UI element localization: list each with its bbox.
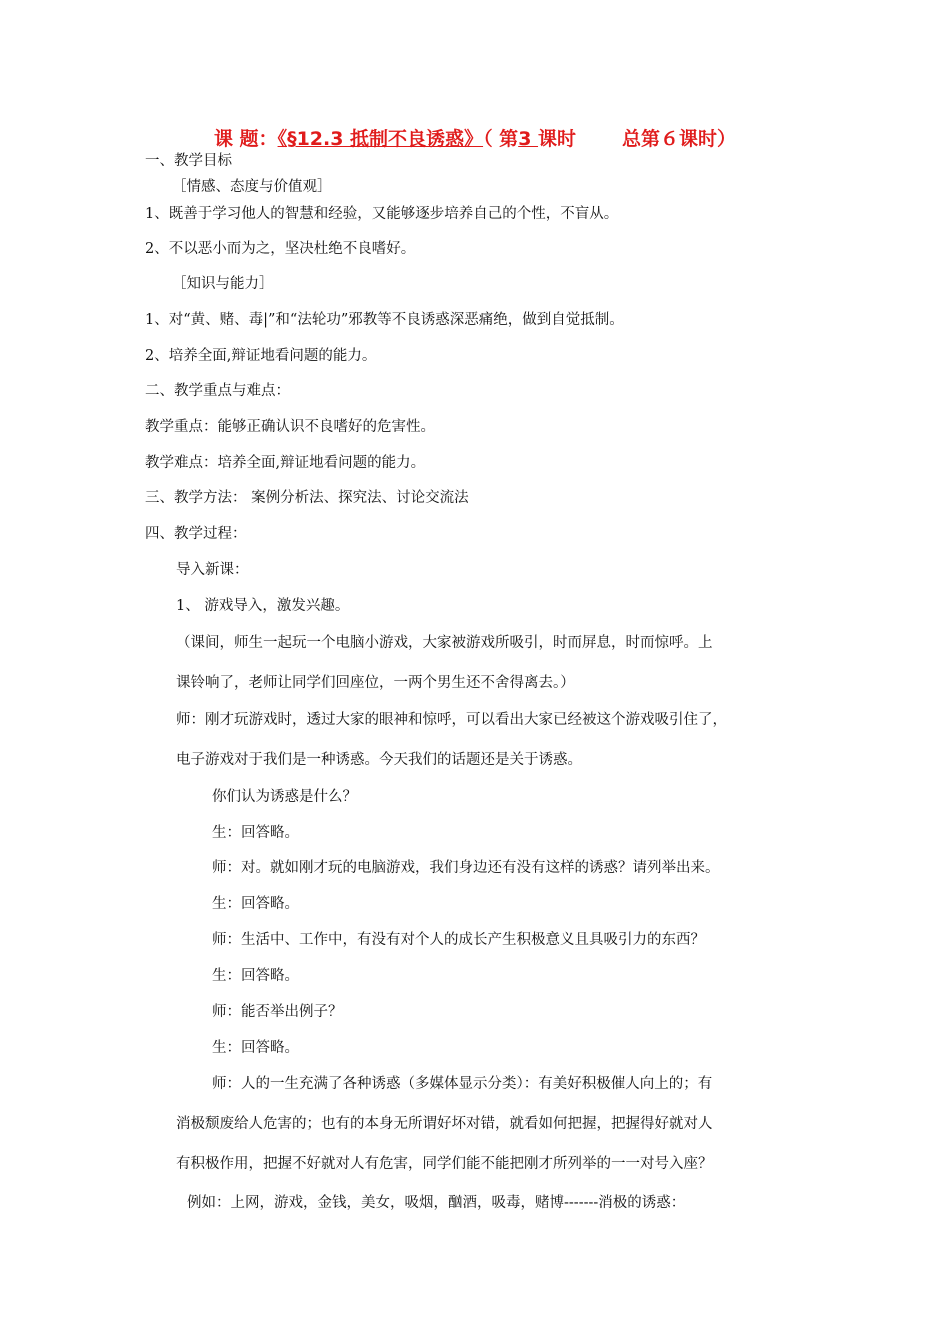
text-line: 例如：上网，游戏，金钱，美女，吸烟，酗酒，吸毒，赌博-------消极的诱惑： bbox=[187, 1195, 686, 1211]
text-line: 生：回答略。 bbox=[212, 1040, 299, 1056]
lesson-title bbox=[0, 124, 950, 151]
text-line: 师：生活中、工作中，有没有对个人的成长产生积极意义且具吸引力的东西？ bbox=[212, 932, 705, 948]
text-line: （课间，师生一起玩一个电脑小游戏，大家被游戏所吸引，时而屏息，时而惊呼。上 bbox=[176, 635, 713, 651]
subsection-heading: ［知识与能力］ bbox=[172, 276, 274, 292]
text-line: 师：人的一生充满了各种诱惑（多媒体显示分类）：有美好积极催人向上的；有 bbox=[212, 1076, 713, 1092]
text-line: 教学重点：能够正确认识不良嗜好的危害性。 bbox=[145, 419, 435, 435]
text-line: 2、不以恶小而为之，坚决杜绝不良嗜好。 bbox=[145, 241, 416, 257]
text-line: 消极颓废给人危害的；也有的本身无所谓好坏对错，就看如何把握，把握得好就对人 bbox=[176, 1116, 713, 1132]
title-prefix: 课 题： bbox=[213, 128, 278, 150]
section-heading: 三、教学方法： 案例分析法、探究法、讨论交流法 bbox=[145, 490, 469, 506]
title-sep: （ 第 bbox=[483, 128, 519, 150]
text-line: 教学难点：培养全面,辩证地看问题的能力。 bbox=[145, 455, 426, 471]
title-total: 总第６课时） bbox=[622, 128, 737, 150]
text-line: 1、对“黄、赌、毒|”和“法轮功”邪教等不良诱惑深恶痛绝，做到自觉抵制。 bbox=[145, 312, 624, 328]
title-lesson: 《§12.3 抵制不良诱惑》 bbox=[277, 128, 484, 150]
subsection-heading: ［情感、态度与价值观］ bbox=[172, 179, 332, 195]
section-heading: 二、教学重点与难点： bbox=[145, 383, 290, 399]
text-line: 你们认为诱惑是什么？ bbox=[212, 789, 357, 805]
text-line: 导入新课： bbox=[176, 562, 249, 578]
text-line: 课铃响了，老师让同学们回座位，一两个男生还不舍得离去。） bbox=[176, 675, 575, 691]
text-line: 1、既善于学习他人的智慧和经验，又能够逐步培养自己的个性，不盲从。 bbox=[145, 206, 619, 222]
text-line: 生：回答略。 bbox=[212, 896, 299, 912]
text-line: 2、培养全面,辩证地看问题的能力。 bbox=[145, 348, 377, 364]
text-line: 电子游戏对于我们是一种诱惑。今天我们的话题还是关于诱惑。 bbox=[176, 752, 582, 768]
text-line: 1、 游戏导入，激发兴趣。 bbox=[176, 598, 350, 614]
text-line: 师：能否举出例子？ bbox=[212, 1004, 343, 1020]
text-line: 生：回答略。 bbox=[212, 968, 299, 984]
title-num: 3 bbox=[518, 128, 539, 150]
title-unit: 课时 bbox=[538, 128, 577, 150]
section-heading: 一、教学目标 bbox=[145, 153, 232, 169]
text-line: 有积极作用，把握不好就对人有危害，同学们能不能把刚才所列举的一一对号入座？ bbox=[176, 1156, 713, 1172]
section-heading: 四、教学过程： bbox=[145, 526, 247, 542]
text-line: 生：回答略。 bbox=[212, 825, 299, 841]
text-line: 师：对。就如刚才玩的电脑游戏，我们身边还有没有这样的诱惑？请列举出来。 bbox=[212, 860, 720, 876]
text-line: 师：刚才玩游戏时，透过大家的眼神和惊呼，可以看出大家已经被这个游戏吸引住了， bbox=[176, 712, 727, 728]
